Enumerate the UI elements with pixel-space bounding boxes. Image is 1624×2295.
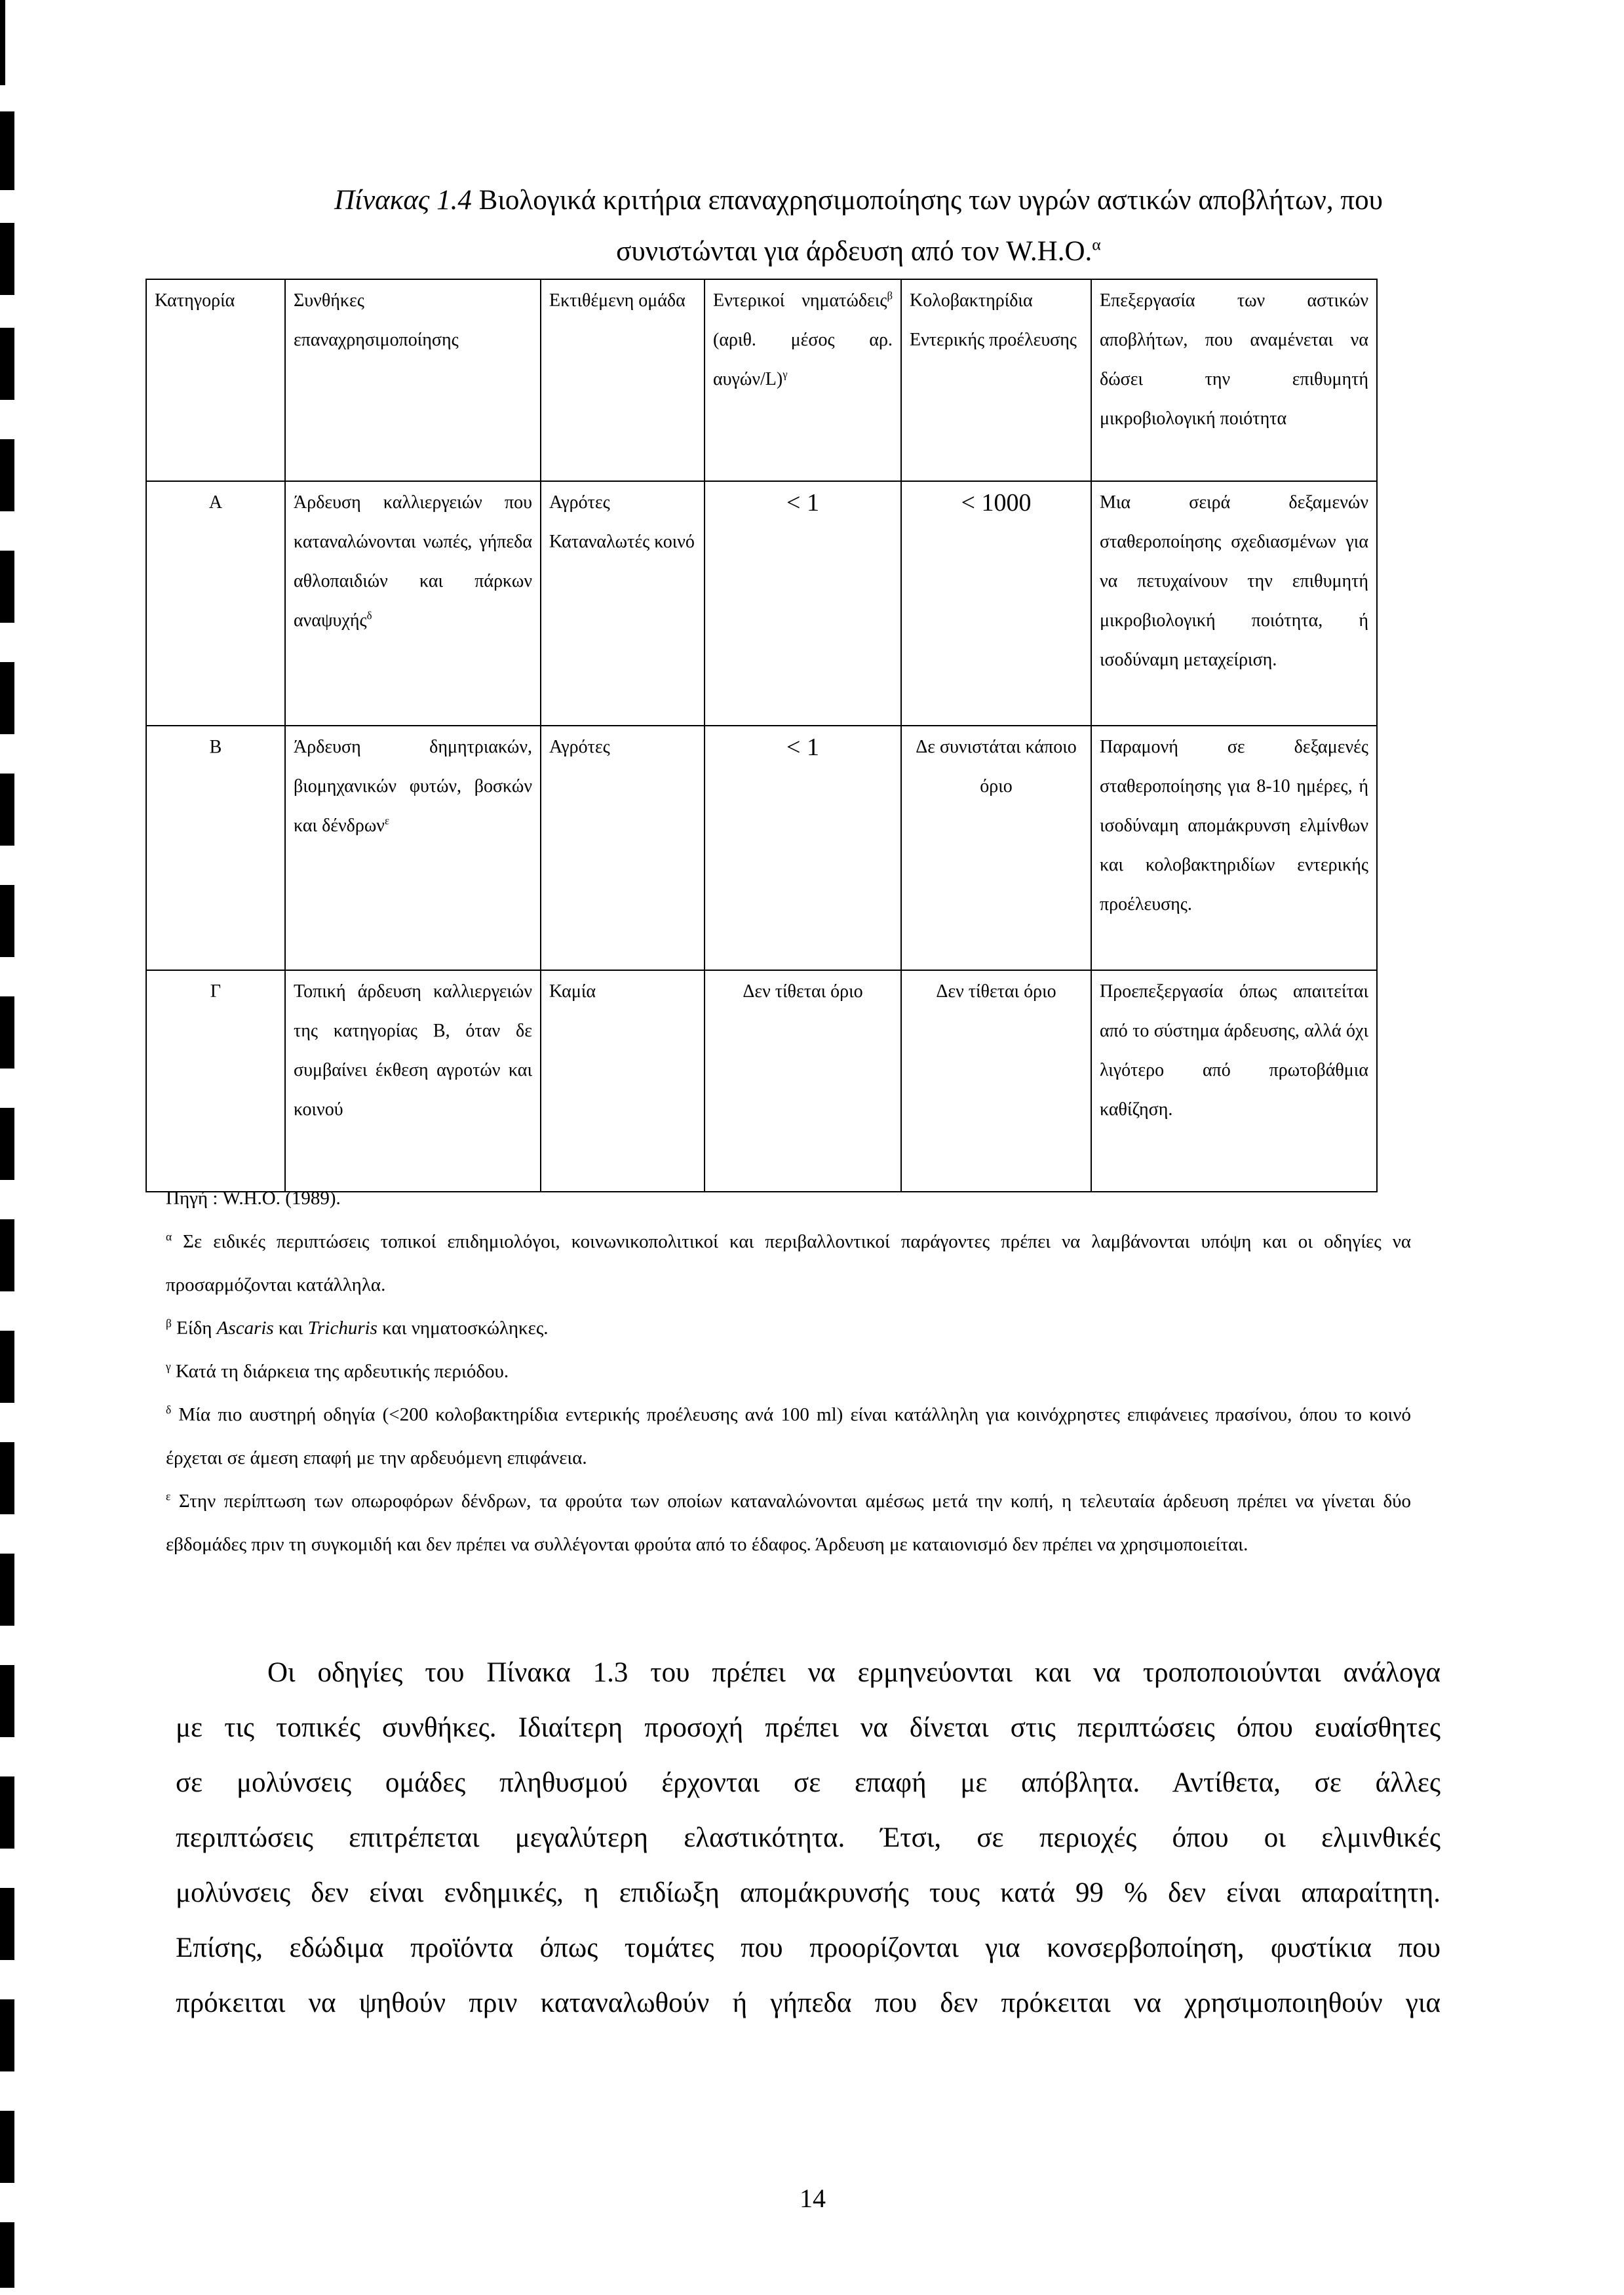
row-coliforms: Δε συνιστάται κάποιο όριο [901,726,1091,970]
table-caption [242,172,1475,229]
body-line: μολύνσεις δεν είναι ενδημικές, η επιδίωξη απομάκρυνσής τους κατά 99 % δεν είναι απαραίτητη. [176,1877,1440,1908]
row-group: Αγρότες [541,726,705,970]
note-delta: $^\delta$ Μία πιο αυστηρή οδηγία (<200 κολοβακτηρίδια εντερικής προέλευσης ανά 100 ml) είναι κατάλληλη για κοινόχρηστες επιφάνειες πρασίνου, όπου το κοινό έρχεται σε άμεση επαφή με την αρδευόμενη επιφάνεια. [166,1403,1411,1468]
scan-edge-mark [0,111,14,190]
row-category: Α [146,481,285,726]
caption-label: Πίνακας 1.4 [334,185,472,216]
caption-mark: α [1092,235,1101,254]
criteria-table [145,279,1378,1192]
table-header-row [146,279,1377,481]
table-row [146,481,1377,726]
scan-edge-mark [0,0,5,85]
row-category: Γ [146,970,285,1192]
header-treatment: Επεξεργασία των αστικών αποβλήτων, που αναμένεται να δώσει την επιθυμητή μικροβιολογική ποιότητα [1091,279,1377,481]
caption-line1: Βιολογικά κριτήρια επαναχρησιμοποίησης των υγρών αστικών αποβλήτων, που [478,185,1383,216]
scan-edge-mark [0,1999,14,2071]
header-group: Εκτιθέμενη ομάδα [541,279,705,481]
row-treatment: Παραμονή σε δεξαμενές σταθεροποίησης για 8-10 ημέρες, ή ισοδύναμη απομάκρυνση ελμίνθων και κολοβακτηριδίων εντερικής προέλευσης. [1091,726,1377,970]
scan-edge-mark [0,1888,14,1960]
page-number: 14 [800,2184,826,2213]
scan-edge-mark [0,1331,14,1403]
row-treatment: Μια σειρά δεξαμενών σταθεροποίησης σχεδιασμένων για να πετυχαίνουν την επιθυμητή μικροβιολογική ποιότητα, ή ισοδύναμη μεταχείριση. [1091,481,1377,726]
row-nematodes: < 1 [705,481,901,726]
note-epsilon: $^\varepsilon$ Στην περίπτωση των οπωροφόρων δένδρων, τα φρούτα των οποίων καταναλώνονται αμέσως μετά την κοπή, η τελευταία άρδευση πρέπει να γίνεται δύο εβδομάδες πριν τη συγκομιδή και δεν πρέπει να συλλέγονται φρούτα από το έδαφος. Άρδευση με καταιονισμό δεν πρέπει να χρησιμοποιείται. [166,1489,1412,1555]
scan-edge-mark [0,439,14,511]
row-conditions: Τοπική άρδευση καλλιεργειών της κατηγορίας Β, όταν δε συμβαίνει έκθεση αγροτών και κοινού [285,970,541,1192]
row-coliforms: Δεν τίθεται όριο [901,970,1091,1192]
source-note: Πηγή : W.H.O. (1989). [166,1188,341,1209]
body-paragraph [176,1645,1440,2031]
row-category: Β [146,726,285,970]
scan-edge-mark [0,223,14,295]
header-conditions: Συνθήκες επαναχρησιμοποίησης [285,279,541,481]
row-nematodes: Δεν τίθεται όριο [705,970,901,1192]
body-line: Επίσης, εδώδιμα προϊόντα όπως τομάτες που προορίζονται για κονσερβοποίηση, φυστίκια που [176,1932,1440,1963]
scan-edge-mark [0,551,14,623]
header-coliforms: Κολοβακτηρίδια Εντερικής προέλευσης [901,279,1091,481]
table-notes [166,1177,1411,1566]
table-row [146,970,1377,1192]
row-conditions: Άρδευση δημητριακών, βιομηχανικών φυτών, βοσκών και δένδρων$^\varepsilon$ [285,726,541,970]
scan-edge-mark [0,1665,14,1737]
table-row [146,726,1377,970]
scan-edge-mark [0,1442,14,1514]
table-caption-line2 [242,223,1475,281]
row-conditions: Άρδευση καλλιεργειών που καταναλώνονται νωπές, γήπεδα αθλοπαιδιών και πάρκων αναψυχής$^\delta$ [285,481,541,726]
row-treatment: Προεπεξεργασία όπως απαιτείται από το σύστημα άρδευσης, αλλά όχι λιγότερο από πρωτοβάθμια καθίζηση. [1091,970,1377,1192]
scan-edge-mark [0,328,14,400]
row-group: Καμία [541,970,705,1192]
body-line: σε μολύνσεις ομάδες πληθυσμού έρχονται σε επαφή με απόβλητα. Αντίθετα, σε άλλες [176,1767,1440,1798]
row-coliforms: < 1000 [901,481,1091,726]
body-line: με τις τοπικές συνθήκες. Ιδιαίτερη προσοχή πρέπει να δίνεται στις περιπτώσεις όπου ευαίσθητες [176,1712,1440,1743]
scan-edge-mark [0,774,14,846]
note-beta: $^\beta$ Είδη Ascaris και Trichuris και νηματοσκώληκες. [166,1316,549,1339]
scan-edge-mark [0,2111,14,2183]
scan-edge-mark [0,1554,14,1626]
row-nematodes: < 1 [705,726,901,970]
scan-edge-mark [0,1219,14,1291]
body-line: Οι οδηγίες του Πίνακα 1.3 του πρέπει να ερμηνεύονται και να τροποποιούνται ανάλογα [267,1657,1440,1688]
scan-edge-mark [0,1108,14,1180]
note-gamma: $^\gamma$ Κατά τη διάρκεια της αρδευτικής περιόδου. [166,1360,509,1382]
scan-edge-mark [0,662,14,734]
caption-line2: συνιστώνται για άρδευση από τον W.H.O. [616,236,1092,267]
header-nematodes: Εντερικοί νηματώδεις$^\beta$ (αριθ. μέσος αρ. αυγών/L)$^\gamma$ [705,279,901,481]
scan-edge-mark [0,2222,14,2288]
scan-edge-mark [0,885,14,957]
body-line: περιπτώσεις επιτρέπεται μεγαλύτερη ελαστικότητα. Έτσι, σε περιοχές όπου οι ελμινθικές [176,1822,1440,1853]
header-category: Κατηγορία [146,279,285,481]
note-alpha: $^\alpha$ Σε ειδικές περιπτώσεις τοπικοί επιδημιολόγοι, κοινωνικοπολιτικοί και περιβαλλοντικοί παράγοντες πρέπει να λαμβάνονται υπόψη και οι οδηγίες να προσαρμόζονται κατάλληλα. [166,1230,1412,1295]
row-group: Αγρότες Καταναλωτές κοινό [541,481,705,726]
scan-edge-mark [0,1776,14,1849]
body-line: πρόκειται να ψηθούν πριν καταναλωθούν ή γήπεδα που δεν πρόκειται να χρησιμοποιηθούν για [176,1988,1440,2018]
scan-edge-mark [0,996,14,1069]
